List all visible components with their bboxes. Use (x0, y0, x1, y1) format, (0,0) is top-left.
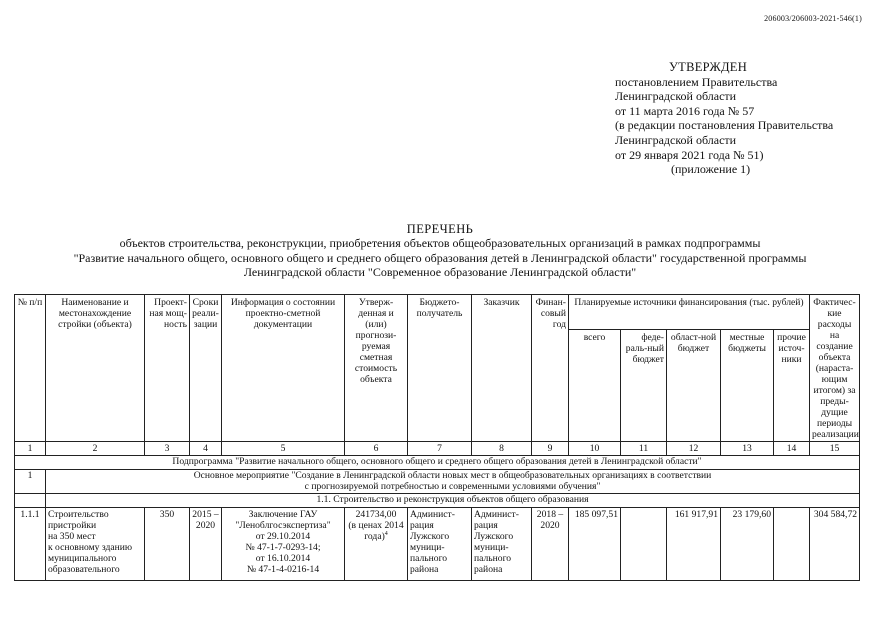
appendix-label: (приложение 1) (671, 162, 751, 177)
column-number: 9 (532, 442, 569, 456)
header-info: Информация о состоянии проектно-сметной документации (222, 295, 345, 442)
object-cost (345, 508, 408, 581)
header-actual: Фактичес-кие расходы на создание объекта (нараста-ющим итогом) за преды-дущие периоды реализации (810, 295, 860, 442)
header-row (15, 295, 860, 330)
object-name-line: муниципального (48, 553, 117, 565)
approval-heading: УТВЕРЖДЕН (669, 60, 748, 74)
section-empty-cell (15, 494, 46, 508)
activity-number: 1 (15, 469, 46, 494)
activity-line: Основное мероприятие "Создание в Ленинградской области новых мест в общеобразовательных организациях в соответствии (193, 469, 712, 481)
column-number: 5 (222, 442, 345, 456)
approval-line: от 29 января 2021 года № 51) (615, 147, 764, 162)
object-recipient: Админист-рация Лужского муници-пального района (408, 508, 472, 581)
object-name-line: Строительство (48, 509, 109, 521)
object-name-line: к основному зданию (48, 542, 133, 554)
approval-line: от 11 марта 2016 года № 57 (615, 103, 755, 118)
title-heading: ПЕРЕЧЕНЬ (406, 222, 474, 236)
header-capacity: Проект-ная мощ-ность (145, 295, 190, 442)
activity-line: с прогнозируемой потребностью и современными условиями обучения" (304, 480, 601, 492)
object-federal (621, 508, 667, 581)
document-title (30, 222, 850, 279)
cost-value: 241734,00 (355, 509, 397, 521)
header-cost: Утверж-денная и (или) прогнози-руемая сметная стоимость объекта (345, 295, 408, 442)
column-number: 1 (15, 442, 46, 456)
object-other (774, 508, 810, 581)
column-number: 13 (721, 442, 774, 456)
object-customer: Админист-рация Лужского муници-пального района (472, 508, 532, 581)
column-number: 14 (774, 442, 810, 456)
title-line: "Развитие начального общего, основного общего и среднего общего образования детей в Ленинградской области" государственной программы (73, 250, 807, 265)
object-name-line: образовательного (48, 564, 120, 576)
title-line: Ленинградской области "Современное образование Ленинградской области" (243, 264, 637, 279)
object-local: 23 179,60 (721, 508, 774, 581)
approval-line: (в редакции постановления Правительства (615, 118, 834, 133)
header-sources: Планируемые источники финансирования (тыс. рублей) (569, 295, 810, 330)
column-number: 7 (408, 442, 472, 456)
object-name (46, 508, 145, 581)
documentation-line: от 16.10.2014 (255, 553, 311, 565)
subprogram-row (15, 456, 860, 470)
header-num: № п/п (15, 295, 46, 442)
documentation-line: от 29.10.2014 (255, 531, 311, 543)
column-number: 6 (345, 442, 408, 456)
header-federal: феде-раль-ный бюджет (621, 330, 667, 442)
section-row (15, 494, 860, 508)
approval-line: постановлением Правительства (615, 74, 778, 89)
documentation-line: "Леноблгосэкспертиза" (235, 520, 331, 532)
column-numbers-row (15, 442, 860, 456)
header-fin-year: Финан-совый год (532, 295, 569, 442)
object-name-line: на 350 мест (48, 531, 96, 543)
object-terms: 2015 – 2020 (190, 508, 222, 581)
subprogram-title: Подпрограмма "Развитие начального общего, основного общего и среднего общего образования детей в Ленинградской области" (15, 456, 860, 470)
object-total: 185 097,51 (569, 508, 621, 581)
documentation-line: Заключение ГАУ (248, 509, 318, 521)
activity-row (15, 469, 860, 494)
approval-stamp (615, 60, 877, 177)
column-number: 8 (472, 442, 532, 456)
title-line: объектов строительства, реконструкции, приобретения объектов общеобразовательных организаций в рамках подпрограммы (119, 236, 761, 251)
object-documentation (222, 508, 345, 581)
activity-title (46, 469, 860, 494)
header-name: Наименование и местонахождение стройки (объекта) (46, 295, 145, 442)
object-regional: 161 917,91 (667, 508, 721, 581)
object-actual: 304 584,72 (810, 508, 860, 581)
header-customer: Заказчик (472, 295, 532, 442)
approval-line: Ленинградской области (615, 89, 737, 104)
header-other: прочие источ-ники (774, 330, 810, 442)
column-number: 4 (190, 442, 222, 456)
cost-note: (в ценах 2014 года) (348, 520, 404, 543)
object-fin-year: 2018 – 2020 (532, 508, 569, 581)
header-local: местные бюджеты (721, 330, 774, 442)
objects-table (14, 294, 860, 581)
approval-line: Ленинградской области (615, 132, 737, 147)
table-row (15, 508, 860, 581)
column-number: 15 (810, 442, 860, 456)
documentation-line: № 47-1-4-0216-14 (246, 564, 320, 576)
row-number: 1.1.1 (15, 508, 46, 581)
column-number: 2 (46, 442, 145, 456)
header-terms: Сроки реали-зации (190, 295, 222, 442)
header-regional: област-ной бюджет (667, 330, 721, 442)
object-name-line: пристройки (48, 520, 97, 532)
object-capacity: 350 (145, 508, 190, 581)
section-title: 1.1. Строительство и реконструкция объектов общего образования (46, 494, 860, 508)
header-recipient: Бюджето-получатель (408, 295, 472, 442)
document-id: 206003/206003-2021-546(1) (764, 14, 862, 23)
header-total: всего (569, 330, 621, 442)
cost-footnote: 4 (384, 531, 388, 537)
column-number: 11 (621, 442, 667, 456)
column-number: 3 (145, 442, 190, 456)
documentation-line: № 47-1-7-0293-14; (245, 542, 321, 554)
column-number: 10 (569, 442, 621, 456)
column-number: 12 (667, 442, 721, 456)
cost-note-line (347, 520, 405, 542)
